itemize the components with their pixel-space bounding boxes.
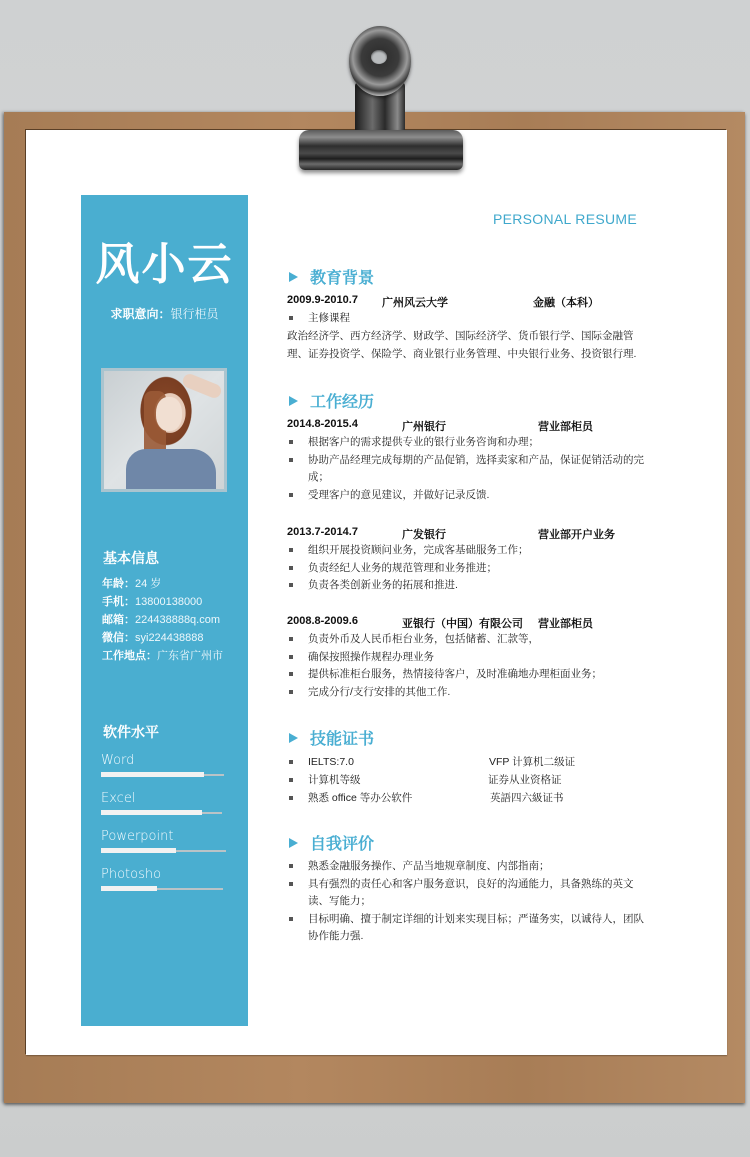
triangle-bullet-icon [289,838,298,848]
certificates-list [287,753,647,807]
self-evaluation-item: 具有强烈的责任心和客户服务意识，良好的沟通能力，具备熟练的英文读、写能力； [287,876,647,911]
basic-info-list [102,575,223,665]
software-title: 软件水平 [103,724,159,740]
certificate-right: VFP 计算机二级证 [489,756,576,768]
job-duties [287,434,647,504]
job-duty: 负责外币及人民币柜台业务，包括储蓄、汇款等， [287,631,647,649]
experience-title: 工作经历 [310,394,375,411]
basic-info-title: 基本信息 [103,550,159,566]
candidate-name: 风小云 [95,239,234,290]
skill-photoshop [101,867,231,905]
job-company: 广发银行 [402,529,446,541]
education-period: 2009.9-2010.7 [287,294,358,306]
job-duty: 确保按照操作规程办理业务 [287,649,647,667]
job-role: 营业部开户业务 [538,529,615,541]
skill-name: Photosho [101,867,162,882]
info-value: 24 岁 [135,578,162,590]
education-school: 广州风云大学 [382,297,448,309]
triangle-bullet-icon [289,733,298,743]
info-phone [102,593,223,611]
photo-face [156,397,182,431]
skill-bar [101,848,176,853]
job-period: 2014.8-2015.4 [287,418,358,430]
info-label: 手机： [102,596,135,608]
certificate-right: 英語四六級证书 [490,792,564,804]
skill-name: Excel [101,791,136,806]
job-role: 营业部柜员 [538,421,593,433]
skill-bar [101,772,204,777]
certificates-title: 技能证书 [310,731,375,748]
binder-clip-base [299,130,463,170]
photo-shirt [126,449,216,492]
certificate-left: 熟悉 office 等办公软件 [308,792,413,804]
certificate-left: 计算机等级 [308,774,361,786]
info-location [102,647,223,665]
certificate-row [287,789,647,807]
info-value: 13800138000 [135,596,203,608]
personal-resume-title: PERSONAL RESUME [492,211,637,227]
skill-name: Word [101,753,135,768]
self-evaluation-heading [287,831,374,854]
binder-clip [283,22,463,172]
info-value: 224438888q.com [135,614,221,626]
info-label: 邮箱： [102,614,135,626]
info-label: 工作地点： [102,650,157,662]
job-intent [81,305,248,322]
job-role: 营业部柜员 [538,618,593,630]
self-evaluation-list [287,858,647,946]
experience-heading [287,389,374,412]
sidebar [81,195,248,1026]
skill-powerpoint [101,829,231,867]
triangle-bullet-icon [289,272,298,282]
job-duties [287,542,647,595]
self-evaluation-item: 目标明确、擅于制定详细的计划来实现目标；严谨务实，以诚待人，团队协作能力强. [287,911,647,946]
certificates-heading [287,726,374,749]
skill-bar [101,810,202,815]
certificate-left: IELTS:7.0 [308,756,354,768]
certificate-row [287,771,647,789]
education-title: 教育背景 [310,270,375,287]
info-email [102,611,223,629]
info-value: 广东省广州市 [157,650,223,662]
job-duty: 根据客户的需求提供专业的银行业务咨询和办理； [287,434,647,452]
job-company: 亚银行（中国）有限公司 [402,618,523,630]
courses-text: 政治经济学、西方经济学、财政学、国际经济学、货币银行学、国际金融管理、证券投资学、保险学、商业银行业务管理、中央银行业务、投资银行理. [287,330,637,360]
info-age [102,575,223,593]
info-wechat [102,629,223,647]
job-duty: 协助产品经理完成每期的产品促销，选择卖家和产品，保证促销活动的完成； [287,452,647,487]
job-company: 广州银行 [402,421,446,433]
software-skills [101,753,231,905]
courses-label: 主修课程 [287,310,647,328]
certificate-right: 证券从业资格证 [488,774,562,786]
job-duty: 完成分行/支行安排的其他工作. [287,684,647,702]
skill-name: Powerpoint [101,829,174,844]
job-duty: 组织开展投资顾问业务，完成客基础服务工作； [287,542,647,560]
education-heading [287,265,374,288]
profile-photo [101,368,227,492]
self-evaluation-title: 自我评价 [310,836,375,853]
job-duty: 提供标准柜台服务，热情接待客户，及时准确地办理柜面业务； [287,666,647,684]
triangle-bullet-icon [289,396,298,406]
job-intent-value: 银行柜员 [170,307,219,321]
job-duties [287,631,647,701]
education-major: 金融（本科） [533,297,599,309]
photo-arm [181,372,223,400]
job-period: 2008.8-2009.6 [287,615,358,627]
info-value: syi224438888 [135,632,204,644]
job-period: 2013.7-2014.7 [287,526,358,538]
job-duty: 受理客户的意见建议，并做好记录反馈. [287,487,647,505]
binder-clip-hole [371,50,387,64]
certificate-row [287,753,647,771]
job-duty: 负责各类创新业务的拓展和推进. [287,577,647,595]
info-label: 微信： [102,632,135,644]
skill-bar [101,886,157,891]
job-intent-label: 求职意向： [110,307,171,321]
job-duty: 负责经纪人业务的规范管理和业务推进； [287,560,647,578]
self-evaluation-item: 熟悉金融服务操作、产品当地规章制度、内部指南； [287,858,647,876]
skill-word [101,753,231,791]
info-label: 年龄： [102,578,135,590]
courses-label-list [287,310,647,328]
skill-excel [101,791,231,829]
